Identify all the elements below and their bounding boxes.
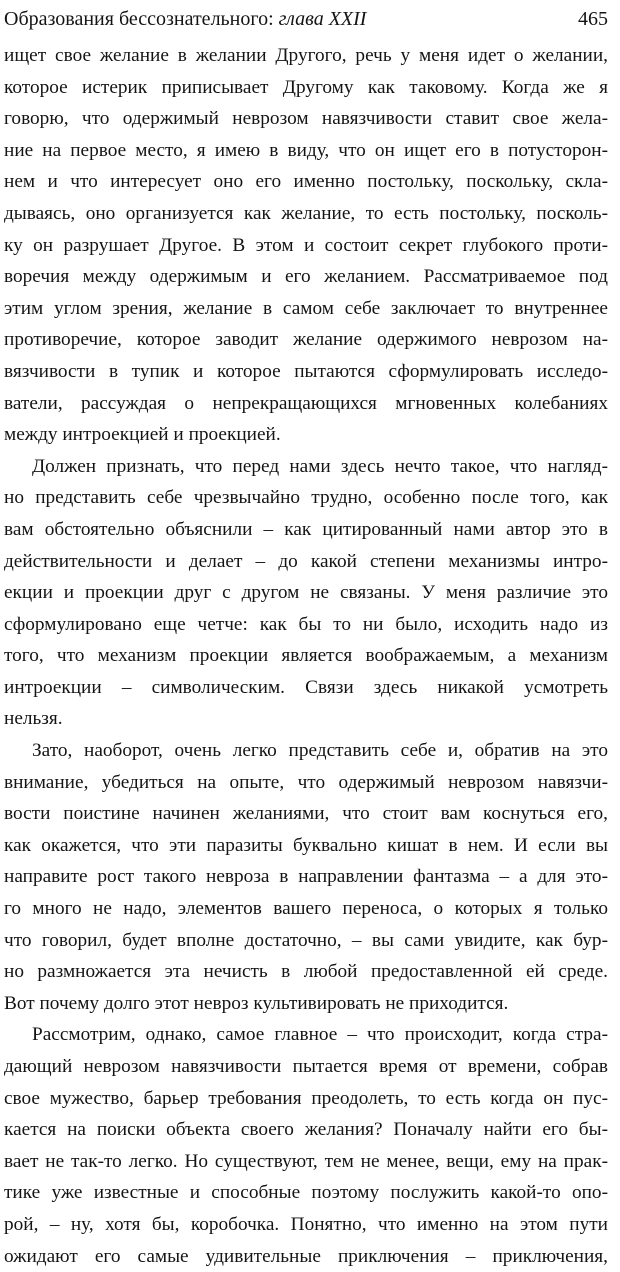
text-line: го много не надо, элементов вашего переноса, о которых я только: [4, 898, 608, 920]
text-line: дываясь, оно организуется как желание, то есть постольку, посколь-: [4, 202, 608, 224]
text-line: внимание, убедиться на опыте, что одержимый неврозом навязчи-: [4, 771, 608, 793]
text-line: вязчивости в тупик и которое пытаются сформулировать исследо-: [4, 360, 608, 382]
text-line: сформулировано еще четче: как бы то ни было, исходить надо из: [4, 613, 608, 635]
text-line: Зато, наоборот, очень легко представить себе и, обратив на это: [32, 740, 608, 762]
page-number: 465: [578, 8, 608, 30]
text-line: действительности и делает – до какой степени механизмы интро-: [4, 550, 608, 572]
paragraph: [4, 1019, 608, 1272]
chapter-label: глава XXII: [278, 8, 367, 30]
text-line: дающий неврозом навязчивости пытается время от времени, собрав: [4, 1056, 608, 1077]
text-line: ние на первое место, я имею в виду, что он ищет его в потусторон-: [4, 139, 608, 161]
text-line: ожидают его самые удивительные приключения – приключения,: [4, 1245, 608, 1267]
text-line: которое истерик приписывает Другому как таковому. Когда же я: [4, 76, 608, 98]
text-line: тике уже известные и способные поэтому послужить какой-то опо-: [4, 1182, 608, 1204]
text-line: нельзя.: [4, 708, 63, 730]
text-line: вости поистине начинен желаниями, что стоит вам коснуться его,: [4, 803, 608, 825]
text-line: нем и что интересует оно его именно постольку, поскольку, скла-: [4, 171, 608, 193]
text-line: воречия между одержимым и его желанием. Рассматриваемое под: [4, 266, 608, 288]
text-line: но размножается эта нечисть в любой предоставленной ей среде.: [4, 961, 608, 983]
text-line: ку он разрушает Другое. В этом и состоит секрет глубокого проти-: [4, 234, 608, 256]
text-line: кается на поиски объекта своего желания? Поначалу найти его бы-: [4, 1119, 608, 1141]
text-line: вам обстоятельно объяснили – как цитированный нами автор это в: [4, 518, 608, 540]
body-text: [4, 40, 608, 1272]
text-line: рой, – ну, хотя бы, коробочка. Понятно, что именно на этом пути: [4, 1213, 608, 1235]
text-line: этим углом зрения, желание в самом себе заключает то внутреннее: [4, 297, 608, 319]
paragraph: [4, 40, 608, 451]
text-line: интроекции – символическим. Связи здесь никакой усмотреть: [4, 676, 608, 698]
text-line: как окажется, что эти паразиты буквально кишат в нем. И если вы: [4, 834, 608, 856]
text-line: говорю, что одержимый неврозом навязчивости ставит свое жела-: [4, 108, 608, 130]
paragraph: [4, 451, 608, 735]
text-line: того, что механизм проекции является воображаемым, а механизм: [4, 645, 608, 667]
text-line: екции и проекции друг с другом не связаны. У меня различие это: [4, 582, 608, 604]
text-line: свое мужество, барьер требования преодолеть, то есть когда он пус-: [4, 1087, 608, 1109]
running-head-title: [4, 2, 366, 36]
text-line: ищет свое желание в желании Другого, речь у меня идет о желании,: [4, 45, 608, 66]
text-line: Рассмотрим, однако, самое главное – что происходит, когда стра-: [32, 1024, 608, 1046]
text-line: Вот почему долго этот невроз культивировать не приходится.: [4, 992, 509, 1014]
text-line: Должен признать, что перед нами здесь нечто такое, что нагляд-: [32, 455, 608, 477]
text-line: но представить себе чрезвычайно трудно, особенно после того, как: [4, 487, 608, 509]
paragraph: [4, 735, 608, 1019]
text-line: направите рост такого невроза в направлении фантазма – а для это-: [4, 866, 608, 888]
text-line: ватели, рассуждая о непрекращающихся мгновенных колебаниях: [4, 392, 608, 414]
running-head: [4, 2, 608, 36]
text-line: противоречие, которое заводит желание одержимого неврозом на-: [4, 329, 608, 351]
book-title: Образования бессознательного:: [4, 8, 274, 30]
text-line: между интроекцией и проекцией.: [4, 424, 281, 446]
text-line: вает не так-то легко. Но существуют, тем не менее, вещи, ему на прак-: [4, 1150, 608, 1172]
text-line: что говорил, будет вполне достаточно, – вы сами увидите, как бур-: [4, 929, 608, 951]
